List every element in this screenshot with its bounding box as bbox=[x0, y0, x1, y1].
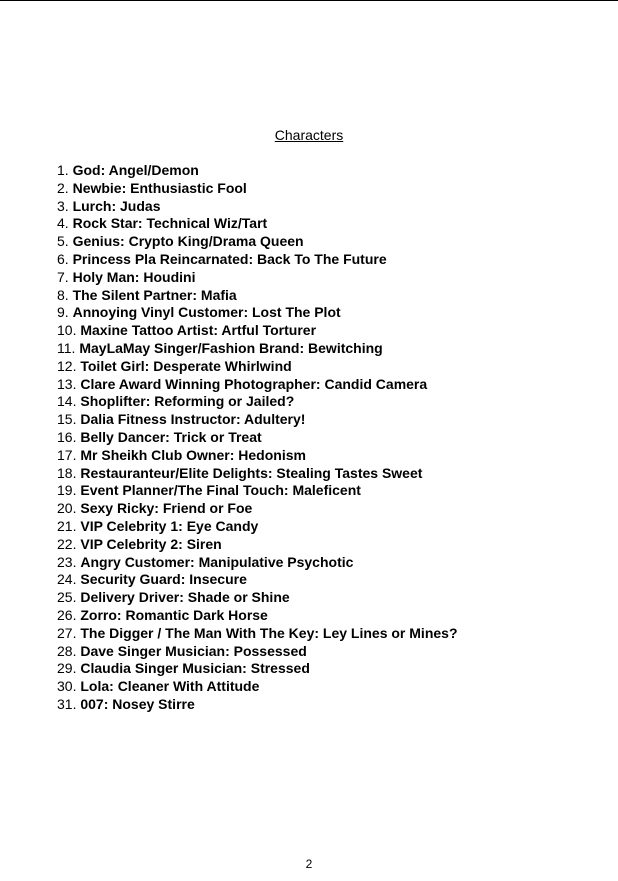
list-item-text: Lola: Cleaner With Attitude bbox=[80, 678, 260, 695]
list-item-text: Clare Award Winning Photographer: Candid Camera bbox=[80, 375, 428, 392]
list-item-number: 31. bbox=[57, 695, 77, 712]
list-item-text: Maxine Tattoo Artist: Artful Torturer bbox=[80, 322, 317, 339]
list-item bbox=[57, 554, 458, 572]
list-item bbox=[57, 251, 458, 269]
list-item-number: 29. bbox=[57, 660, 77, 677]
list-item-text: God: Angel/Demon bbox=[72, 162, 199, 178]
list-item-number: 11. bbox=[57, 339, 76, 356]
list-item bbox=[57, 233, 458, 251]
list-item bbox=[57, 340, 458, 358]
list-item bbox=[57, 429, 458, 447]
list-item bbox=[57, 482, 458, 500]
list-item bbox=[57, 465, 458, 483]
list-item-text: Sexy Ricky: Friend or Foe bbox=[80, 500, 253, 517]
list-item-number: 20. bbox=[57, 500, 77, 517]
list-item-number: 10. bbox=[57, 322, 77, 339]
list-item-text: Annoying Vinyl Customer: Lost The Plot bbox=[72, 304, 341, 321]
list-item-text: Mr Sheikh Club Owner: Hedonism bbox=[80, 446, 306, 463]
list-item bbox=[57, 500, 458, 518]
page-number: 2 bbox=[305, 857, 313, 871]
list-item-number: 13. bbox=[57, 375, 77, 392]
list-item-text: Angry Customer: Manipulative Psychotic bbox=[80, 553, 354, 570]
list-item-text: Zorro: Romantic Dark Horse bbox=[80, 606, 268, 623]
list-item-text: Delivery Driver: Shade or Shine bbox=[80, 589, 290, 606]
list-item-number: 7. bbox=[57, 268, 69, 285]
list-item bbox=[57, 198, 458, 216]
list-item-number: 27. bbox=[57, 624, 77, 641]
list-item-text: Restauranteur/Elite Delights: Stealing Tastes Sweet bbox=[80, 464, 423, 481]
list-item-text: Dave Singer Musician: Possessed bbox=[80, 642, 307, 659]
list-item-text: VIP Celebrity 1: Eye Candy bbox=[80, 517, 259, 534]
list-item bbox=[57, 625, 458, 643]
list-item-number: 4. bbox=[57, 215, 69, 232]
list-item bbox=[57, 376, 458, 394]
list-item-number: 3. bbox=[57, 197, 69, 214]
list-item-text: Holy Man: Houdini bbox=[72, 268, 196, 285]
list-item-number: 17. bbox=[57, 446, 77, 463]
list-item-text: The Digger / The Man With The Key: Ley Lines or Mines? bbox=[80, 624, 458, 641]
list-item bbox=[57, 536, 458, 554]
character-list bbox=[57, 162, 458, 714]
list-item-text: 007: Nosey Stirre bbox=[80, 695, 195, 712]
list-item bbox=[57, 304, 458, 322]
list-item-text: Belly Dancer: Trick or Treat bbox=[80, 428, 262, 445]
list-item bbox=[57, 393, 458, 411]
list-item-text: VIP Celebrity 2: Siren bbox=[80, 535, 222, 552]
list-item-text: Lurch: Judas bbox=[72, 197, 161, 214]
list-item-number: 18. bbox=[57, 464, 77, 481]
list-item-number: 22. bbox=[57, 535, 77, 552]
list-item-text: Shoplifter: Reforming or Jailed? bbox=[80, 393, 295, 410]
list-item-text: Event Planner/The Final Touch: Maleficent bbox=[80, 482, 361, 499]
list-item-number: 8. bbox=[57, 286, 69, 303]
list-item bbox=[57, 571, 458, 589]
list-item bbox=[57, 322, 458, 340]
list-item bbox=[57, 678, 458, 696]
list-item bbox=[57, 643, 458, 661]
list-item bbox=[57, 358, 458, 376]
list-item-text: Newbie: Enthusiastic Fool bbox=[72, 179, 247, 196]
list-item-text: Toilet Girl: Desperate Whirlwind bbox=[80, 357, 292, 374]
list-item-text: Claudia Singer Musician: Stressed bbox=[80, 660, 310, 677]
list-item bbox=[57, 607, 458, 625]
list-item-number: 5. bbox=[57, 233, 69, 250]
list-item bbox=[57, 269, 458, 287]
list-item-number: 26. bbox=[57, 606, 77, 623]
list-item-number: 6. bbox=[57, 250, 69, 267]
list-item bbox=[57, 180, 458, 198]
list-item bbox=[57, 287, 458, 305]
list-item-number: 24. bbox=[57, 571, 77, 588]
list-item-number: 16. bbox=[57, 428, 77, 445]
list-item-text: Genius: Crypto King/Drama Queen bbox=[72, 233, 304, 250]
list-item-number: 1. bbox=[57, 162, 69, 178]
list-item bbox=[57, 447, 458, 465]
list-item-number: 30. bbox=[57, 678, 77, 695]
list-item bbox=[57, 215, 458, 233]
list-item-number: 14. bbox=[57, 393, 77, 410]
list-item-number: 12. bbox=[57, 357, 77, 374]
list-item bbox=[57, 696, 458, 714]
list-item bbox=[57, 411, 458, 429]
list-item-text: Rock Star: Technical Wiz/Tart bbox=[72, 215, 268, 232]
list-item-number: 9. bbox=[57, 304, 69, 321]
list-item-number: 19. bbox=[57, 482, 77, 499]
list-item bbox=[57, 518, 458, 536]
top-border-line bbox=[0, 0, 618, 1]
list-item-text: Dalia Fitness Instructor: Adultery! bbox=[80, 411, 306, 428]
list-item bbox=[57, 162, 458, 180]
list-item-text: Security Guard: Insecure bbox=[80, 571, 247, 588]
list-item-number: 28. bbox=[57, 642, 77, 659]
list-item-number: 15. bbox=[57, 411, 77, 428]
list-item-text: MayLaMay Singer/Fashion Brand: Bewitching bbox=[79, 339, 383, 356]
list-item-text: The Silent Partner: Mafia bbox=[72, 286, 237, 303]
list-item-number: 2. bbox=[57, 179, 69, 196]
list-item bbox=[57, 660, 458, 678]
page-title: Characters bbox=[274, 127, 344, 143]
list-item bbox=[57, 589, 458, 607]
list-item-number: 25. bbox=[57, 589, 77, 606]
list-item-text: Princess Pla Reincarnated: Back To The Future bbox=[72, 250, 387, 267]
list-item-number: 23. bbox=[57, 553, 77, 570]
list-item-number: 21. bbox=[57, 517, 77, 534]
